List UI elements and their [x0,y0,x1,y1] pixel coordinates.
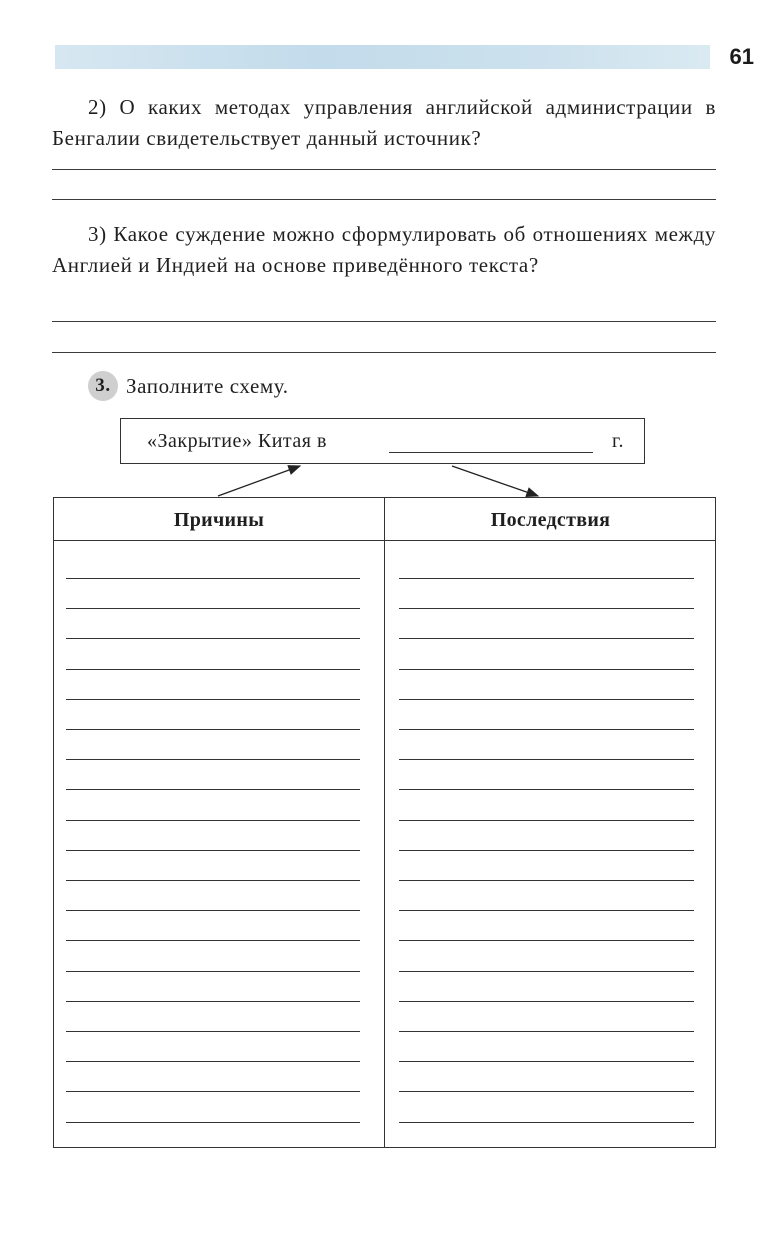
cause-answer-line[interactable] [66,820,360,821]
column-divider [384,498,385,1147]
cause-answer-line[interactable] [66,669,360,670]
cause-answer-line[interactable] [66,608,360,609]
consequence-answer-line[interactable] [399,820,694,821]
consequence-answer-line[interactable] [399,1001,694,1002]
page-number: 61 [729,44,754,69]
consequence-answer-line[interactable] [399,880,694,881]
header-divider [54,540,715,541]
cause-answer-line[interactable] [66,699,360,700]
causes-header: Причины [173,509,265,531]
cause-answer-line[interactable] [66,1031,360,1032]
consequence-answer-line[interactable] [399,578,694,579]
cause-answer-line[interactable] [66,940,360,941]
consequence-answer-line[interactable] [399,1122,694,1123]
scheme-table [53,497,716,1148]
consequence-answer-line[interactable] [399,971,694,972]
cause-answer-line[interactable] [66,1061,360,1062]
cause-answer-line[interactable] [66,789,360,790]
consequence-answer-line[interactable] [399,638,694,639]
arrow-to-consequences [452,466,538,496]
consequence-answer-line[interactable] [399,1091,694,1092]
header-band [55,45,710,69]
answer-line[interactable] [52,352,716,353]
task-number-badge: 3. [88,371,118,401]
consequence-answer-line[interactable] [399,789,694,790]
cause-answer-line[interactable] [66,971,360,972]
answer-line[interactable] [52,199,716,200]
scheme-title: «Закрытие» Китая в [147,430,327,452]
consequence-answer-line[interactable] [399,940,694,941]
cause-answer-line[interactable] [66,638,360,639]
cause-answer-line[interactable] [66,880,360,881]
cause-answer-line[interactable] [66,759,360,760]
question-2: 2) О каких методах управления английской администрации в Бенгалии свидетельствует данный источник? [52,95,716,150]
consequence-answer-line[interactable] [399,759,694,760]
consequence-answer-line[interactable] [399,1031,694,1032]
consequences-header: Последствия [490,509,611,531]
consequence-answer-line[interactable] [399,1061,694,1062]
task-instruction: Заполните схему. [126,373,289,398]
cause-answer-line[interactable] [66,850,360,851]
task-3 [88,371,289,401]
cause-answer-line[interactable] [66,729,360,730]
cause-answer-line[interactable] [66,578,360,579]
cause-answer-line[interactable] [66,910,360,911]
year-blank[interactable] [389,452,593,453]
answer-line[interactable] [52,321,716,322]
cause-answer-line[interactable] [66,1001,360,1002]
consequence-answer-line[interactable] [399,729,694,730]
consequence-answer-line[interactable] [399,608,694,609]
answer-line[interactable] [52,169,716,170]
consequence-answer-line[interactable] [399,669,694,670]
consequence-answer-line[interactable] [399,699,694,700]
consequence-answer-line[interactable] [399,850,694,851]
cause-answer-line[interactable] [66,1122,360,1123]
year-suffix: г. [612,430,624,452]
scheme-box [120,418,645,464]
consequence-answer-line[interactable] [399,910,694,911]
cause-answer-line[interactable] [66,1091,360,1092]
arrow-to-causes [218,466,300,496]
question-3: 3) Какое суждение можно сформулировать об отношениях между Англией и Индией на основе приведённого текста? [52,222,716,277]
